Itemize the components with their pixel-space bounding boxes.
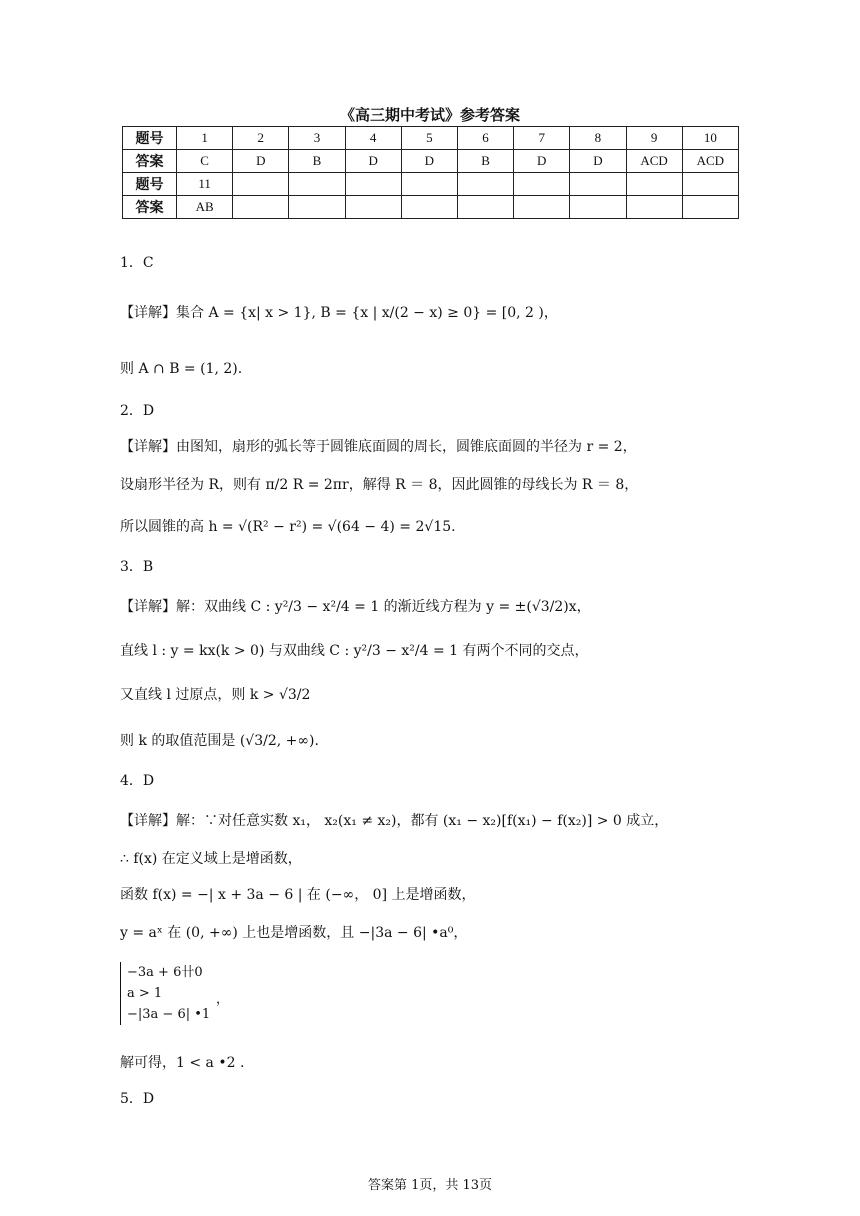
q2-solution-line: 设扇形半径为 R，则有 π/2 R = 2πr，解得 R ＝ 8，因此圆锥的母线长为 R ＝ 8， (120, 477, 639, 493)
table-cell (289, 196, 345, 219)
page-title: 《高三期中考试》参考答案 (339, 106, 520, 124)
table-cell: 4 (345, 127, 401, 150)
q4-solution-line: 函数 f(x) = −| x + 3a − 6 | 在 (−∞， 0] 上是增函数， (120, 887, 476, 903)
q1-solution-line: 【详解】集合 A = {x| x > 1}, B = {x | x/(2 − x) ≥ 0} = [0, 2 )， (120, 305, 558, 321)
q2-solution-line: 【详解】由图知，扇形的弧长等于圆锥底面圆的周长，圆锥底面圆的半径为 r = 2， (120, 439, 637, 455)
table-cell (233, 173, 289, 196)
table-cell: 3 (289, 127, 345, 150)
q5-heading: 5．D (120, 1091, 155, 1107)
table-cell (345, 173, 401, 196)
table-header-cell: 答案 (123, 150, 177, 173)
table-cell (514, 173, 570, 196)
table-cell (401, 196, 457, 219)
q4-solution-line: 解可得，1 < a •2 . (120, 1055, 245, 1071)
table-cell: D (233, 150, 289, 173)
table-cell: B (289, 150, 345, 173)
q3-solution-line: 直线 l : y = kx(k > 0) 与双曲线 C : y²/3 − x²/4 = 1 有两个不同的交点， (120, 643, 589, 659)
q3-solution-line: 【详解】解：双曲线 C : y²/3 − x²/4 = 1 的渐近线方程为 y = ±(√3/2)x， (120, 599, 591, 615)
table-cell: 6 (457, 127, 513, 150)
q1-heading: 1．C (120, 255, 154, 271)
table-cell: D (514, 150, 570, 173)
table-cell (345, 196, 401, 219)
table-cell: 10 (682, 127, 738, 150)
table-cell: 5 (401, 127, 457, 150)
table-header-cell: 答案 (123, 196, 177, 219)
table-cell (401, 173, 457, 196)
system-row: −|3a − 6| •1 (127, 1007, 211, 1022)
table-cell: 11 (177, 173, 233, 196)
table-cell (457, 196, 513, 219)
system-row: a > 1 (127, 986, 163, 1001)
table-row (123, 196, 739, 219)
table-row (123, 173, 739, 196)
q3-solution-line: 又直线 l 过原点，则 k > √3/2 (120, 687, 311, 703)
table-cell: D (570, 150, 626, 173)
q4-solution-line: ∴ f(x) 在定义域上是增函数， (120, 851, 302, 867)
q1-solution-line: 则 A ∩ B = (1, 2). (120, 361, 243, 377)
table-cell (457, 173, 513, 196)
table-cell (289, 173, 345, 196)
table-cell: ACD (626, 150, 682, 173)
table-cell (570, 173, 626, 196)
table-cell: ACD (682, 150, 738, 173)
table-row (123, 150, 739, 173)
q3-solution-line: 则 k 的取值范围是 (√3/2, +∞). (120, 733, 319, 749)
table-cell (570, 196, 626, 219)
page-footer: 答案第 1页，共 13页 (367, 1178, 493, 1193)
table-header-cell: 题号 (123, 173, 177, 196)
table-cell (682, 196, 738, 219)
q4-heading: 4．D (120, 773, 155, 789)
table-cell (626, 196, 682, 219)
answer-table (122, 126, 739, 219)
inequality-system (120, 962, 210, 1025)
table-cell: B (457, 150, 513, 173)
table-cell (626, 173, 682, 196)
table-cell: D (401, 150, 457, 173)
table-row (123, 127, 739, 150)
q3-heading: 3．B (120, 559, 154, 575)
table-cell: C (177, 150, 233, 173)
system-comma: ， (216, 992, 230, 1007)
table-cell (233, 196, 289, 219)
table-cell: D (345, 150, 401, 173)
table-cell (682, 173, 738, 196)
table-cell: 9 (626, 127, 682, 150)
system-row: −3a + 6卄0 (127, 965, 203, 980)
table-cell: 7 (514, 127, 570, 150)
table-cell: 8 (570, 127, 626, 150)
table-cell (514, 196, 570, 219)
q4-solution-line: y = aˣ 在 (0, +∞) 上也是增函数，且 −|3a − 6| •a⁰， (120, 925, 468, 941)
q4-solution-line: 【详解】解：∵对任意实数 x₁， x₂(x₁ ≠ x₂)，都有 (x₁ − x₂)[f(x₁) − f(x₂)] > 0 成立， (120, 813, 669, 829)
table-header-cell: 题号 (123, 127, 177, 150)
q2-heading: 2．D (120, 403, 155, 419)
table-cell: AB (177, 196, 233, 219)
q2-solution-line: 所以圆锥的高 h = √(R² − r²) = √(64 − 4) = 2√15. (120, 519, 456, 535)
table-cell: 2 (233, 127, 289, 150)
table-cell: 1 (177, 127, 233, 150)
